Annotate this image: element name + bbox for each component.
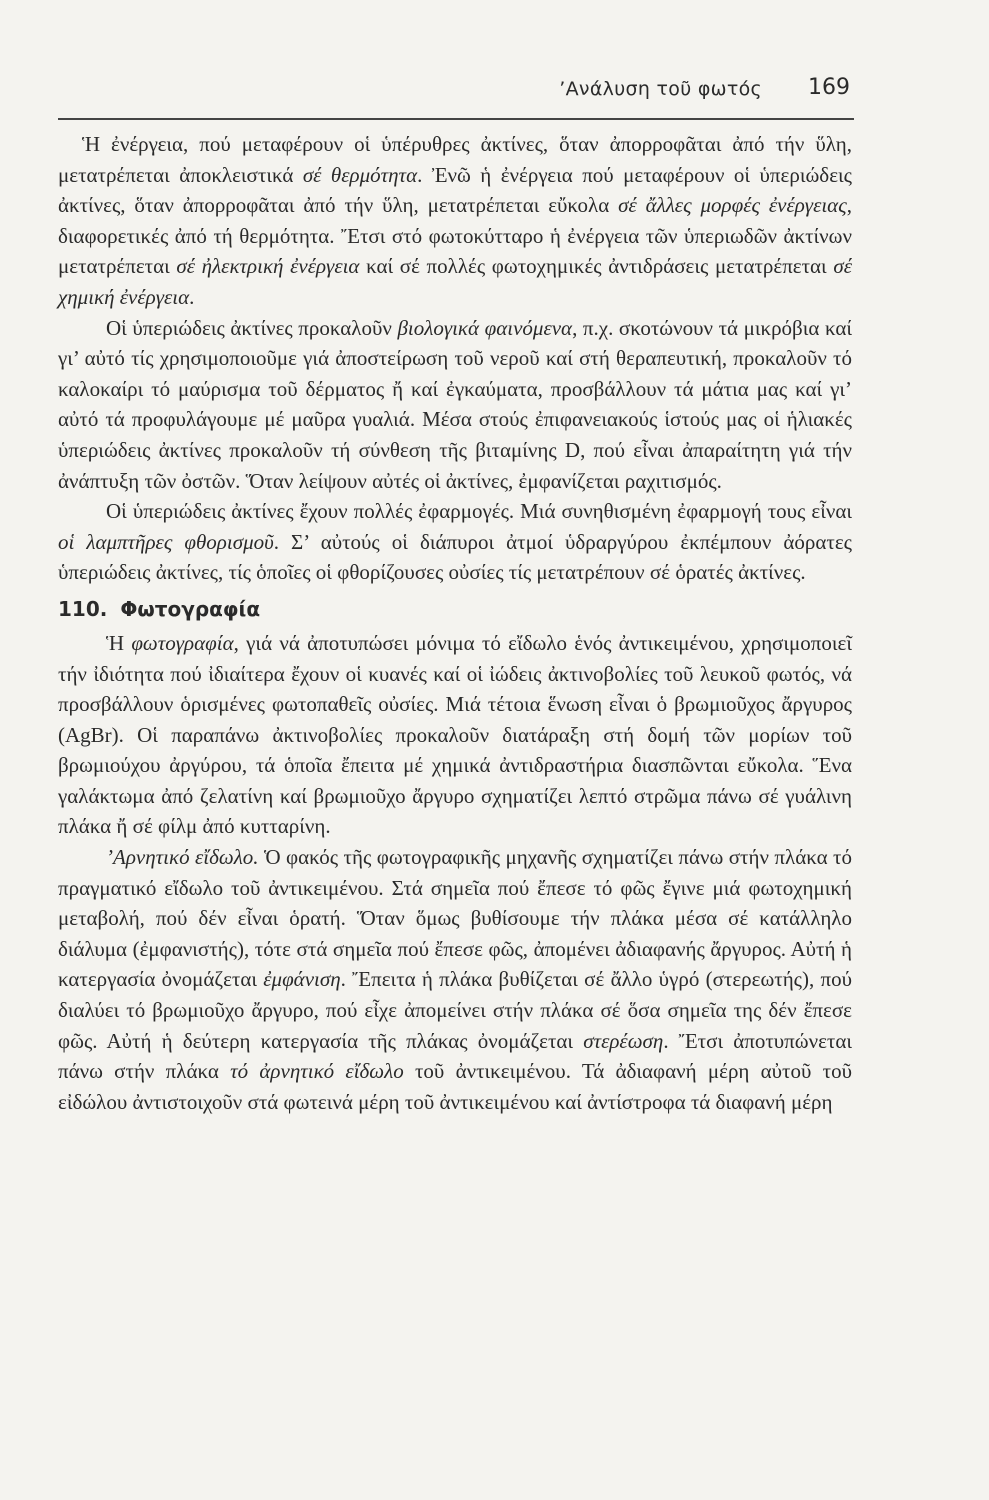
paragraph-biological-effects [58,313,852,497]
paragraph-photography-intro [58,628,852,842]
running-title: ’Ανάλυση τοῦ φωτός [559,78,762,100]
text-run: , π.χ. σκοτώνουν τά μικρόβια καί γι’ αὐτό τίς χρησιμοποιοῦμε γιά ἀποστείρωση τοῦ νεροῦ καί στή θεραπευτική, προκαλοῦν τό καλοκαίρι τό μαύρισμα τοῦ δέρματος ἤ καί ἐγκαύματα, προσβάλλουν τά μάτια μας καί γι’ αὐτό τά προφυλάγουμε μέ μαῦρα γυαλιά. Μέσα στούς ἐπιφανειακούς ἱστούς μας οἱ ἡλιακές ὑπεριώδεις ἀκτίνες προκαλοῦν τή σύνθεση τῆς βιταμίνης D, πού εἶναι ἀπαραίτητη γιά τήν ἀνάπτυξη τῶν ὀστῶν. Ὅταν λείψουν αὐτές οἱ ἀκτίνες, ἐμφανίζεται ραχιτισμός. [58,315,853,493]
text-run: Ἡ [106,630,132,655]
text-run: καί σέ πολλές φωτοχημικές ἀντιδράσεις μετατρέπεται [359,254,834,279]
text-run: Οἱ ὑπεριώδεις ἀκτίνες ἔχουν πολλές ἐφαρμογές. Μιά συνηθισμένη ἐφαρμογή τους εἶναι [106,499,852,524]
italic-term: σέ θερμότητα [302,162,418,187]
paragraph-negative-image [58,842,852,1117]
italic-term: φωτογραφία [131,630,234,655]
paragraph-infrared-energy [58,129,852,313]
text-run: Οἱ ὑπεριώδεις ἀκτίνες προκαλοῦν [106,315,398,340]
italic-term: ἐμφάνιση [263,967,341,992]
italic-term: ’Αρνητικό εἴδωλο. [106,845,259,870]
italic-term: τό ἀρνητικό εἴδωλο [230,1059,404,1084]
italic-term: στερέωση [583,1028,664,1053]
text-run: τοῦ ἀντικειμένου. Τά ἀδιαφανή μέρη αὐτοῦ τοῦ εἰδώλου ἀντιστοιχοῦν στά φωτεινά μέρη τοῦ ἀντικειμένου καί ἀντίστροφα τά διαφανή μέρη [58,1059,852,1114]
page-header [58,74,852,104]
text-run: Ἡ ἐνέργεια, πού μεταφέρουν οἱ ὑπέρυθρες ἀκτίνες, ὅταν ἀπορροφᾶται ἀπό τήν ὕλη, μετατρέπεται ἀποκλειστικά [58,132,852,187]
text-run: , γιά νά ἀποτυπώσει μόνιμα τό εἴδωλο ἑνός ἀντικειμένου, χρησιμοποιεῖ τήν ἰδιότητα πού ἰδιαίτερα ἔχουν οἱ κυανές καί οἱ ἰώδεις ἀκτινοβολίες τοῦ λευκοῦ φωτός, νά προσβάλλουν ὁρισμένες φωτοπαθεῖς οὐσίες. Μιά τέτοια ἕνωση εἶναι ὁ βρωμιοῦχος ἄργυρος (AgBr). Οἱ παραπάνω ἀκτινοβολίες προκαλοῦν διατάραξη στή δομή τῶν μορίων τοῦ βρωμιούχου ἀργύρου, τά ὁποῖα ἔπειτα μέ χημικά ἀντιδραστήρια διασπῶνται εὔκολα. Ἕνα γαλάκτωμα ἀπό ζελατίνη καί βρωμιοῦχο ἄργυρο σχηματίζει λεπτό στρῶμα πάνω σέ γυάλινη πλάκα ἤ σέ φίλμ ἀπό κυτταρίνη. [58,630,852,839]
body-text [58,129,852,1117]
paragraph-applications [58,496,852,588]
italic-term: σέ ἠλεκτρική ἐνέργεια [176,254,360,279]
page-number: 169 [808,75,850,100]
italic-term: οἱ λαμπτῆρες φθορισμοῦ [58,529,274,554]
header-rule [58,118,854,120]
text-run: , διαφορετικές ἀπό τή θερμότητα. Ἔτσι στό φωτοκύτταρο ἡ ἐνέργεια τῶν ὑπεριωδῶν ἀκτίνων μετατρέπεται [58,193,852,279]
text-run: . Σ’ αὐτούς οἱ διάπυροι ἀτμοί ὑδραργύρου ἐκπέμπουν ἀόρατες ὑπεριώδεις ἀκτίνες, τίς ὁποῖες οἱ φθορίζουσες οὐσίες τίς μετατρέπουν σέ ὁρατές ἀκτίνες. [58,529,852,585]
text-run: . Ἔτσι ἀποτυπώνεται πάνω στήν πλάκα [58,1028,852,1084]
section-title: Φωτογραφία [120,596,261,621]
section-heading [58,594,852,624]
text-run: . Ἐνῶ ἡ ἐνέργεια πού μεταφέρουν οἱ ὑπεριώδεις ἀκτίνες, ὅταν ἀπορροφᾶται ἀπό τήν ὕλη, μετατρέπεται εὔκολα [58,162,852,218]
italic-term: σέ χημική ἐνέργεια [58,254,852,309]
section-number: 110. [58,596,108,621]
italic-term: βιολογικά φαινόμενα [397,315,573,340]
text-run: Ὁ φακός τῆς φωτογραφικῆς μηχανῆς σχηματίζει πάνω στήν πλάκα τό πραγματικό εἴδωλο τοῦ ἀντικειμένου. Στά σημεῖα πού ἔπεσε τό φῶς ἔγινε μιά φωτοχημική μεταβολή, πού δέν εἶναι ὁρατή. Ὅταν ὅμως βυθίσουμε τήν πλάκα μέσα σέ κατάλληλο διάλυμα (ἐμφανιστής), τότε στά σημεῖα πού ἔπεσε φῶς, ἀπομένει ἀδιαφανής ἄργυρος. Αὐτή ἡ κατεργασία ὀνομάζεται [58,845,852,992]
text-run: . Ἔπειτα ἡ πλάκα βυθίζεται σέ ἄλλο ὑγρό (στερεωτής), πού διαλύει τό βρωμιοῦχο ἄργυρο, πού εἶχε ἀπομείνει στήν πλάκα σέ ὅσα σημεῖα της δέν ἔπεσε φῶς. Αὐτή ἡ δεύτερη κατεργασία τῆς πλάκας ὀνομάζεται [58,967,852,1053]
italic-term: σέ ἄλλες μορφές ἐνέργειας [618,193,847,218]
text-run: . [189,284,195,309]
